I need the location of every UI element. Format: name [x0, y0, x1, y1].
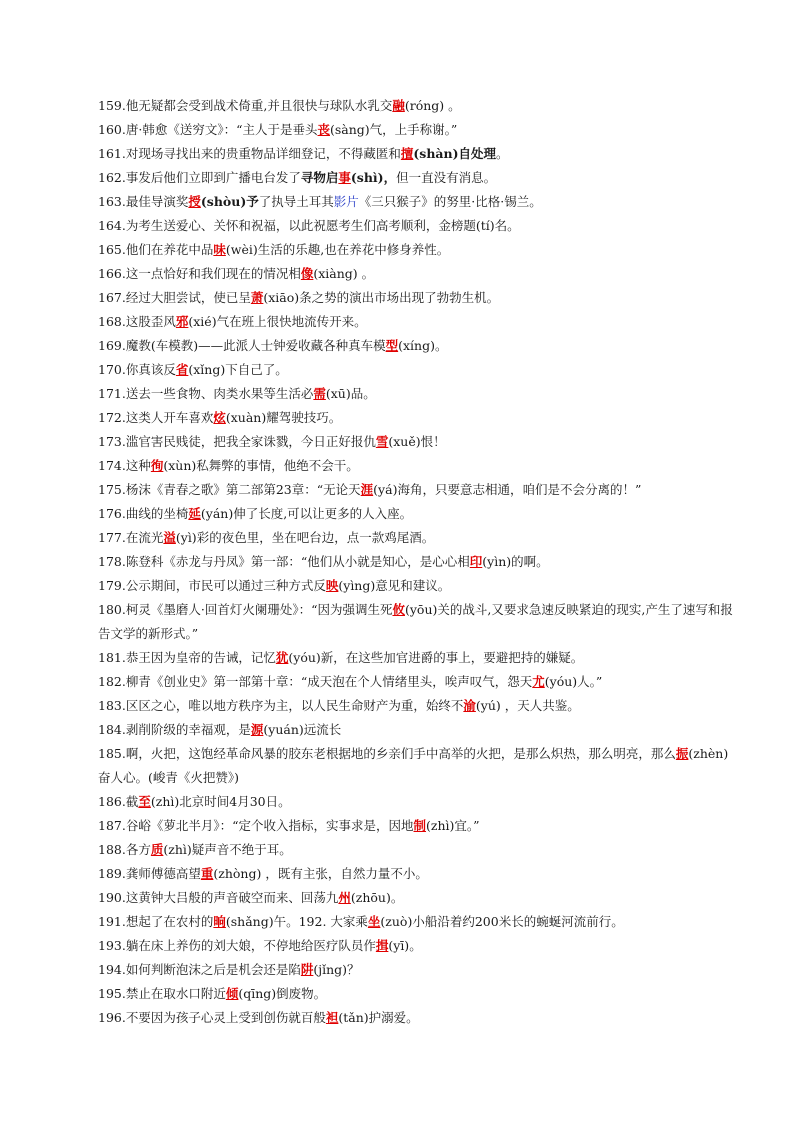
- entry-line: [98, 262, 738, 286]
- entry-text: (shǎng)午。192. 大家乘: [225, 914, 368, 929]
- entry-text: 剥削阶级的幸福观，是: [125, 722, 251, 737]
- highlight-char: 型: [385, 338, 399, 353]
- document-page: [98, 94, 738, 1030]
- entry-line: [98, 190, 738, 214]
- highlight-char: 像: [300, 266, 314, 281]
- entry-number: 170.: [98, 362, 126, 377]
- entry-number: 185.: [98, 746, 126, 761]
- entry-text: 最佳导演奖: [125, 194, 189, 209]
- entry-number: 178.: [98, 554, 126, 569]
- entry-line: [98, 526, 738, 550]
- entry-line: [98, 886, 738, 910]
- entry-text: (yì)彩的夜色里，坐在吧台边，点一款鸡尾酒。: [175, 530, 435, 545]
- highlight-char: 事: [338, 170, 351, 185]
- entry-line: [98, 598, 738, 646]
- entry-text: 唐·韩愈《送穷文》：“主人于是垂头: [125, 122, 318, 137]
- entry-text: 他无疑都会受到战术倚重,并且很快与球队水乳交: [125, 98, 393, 113]
- entry-text: 这种: [125, 458, 151, 473]
- entry-number: 164.: [98, 218, 126, 233]
- entry-number: 196.: [98, 1010, 126, 1025]
- entry-number: 179.: [98, 578, 126, 593]
- entry-text: (zhèn)奋人心。(峻青《火把赞》): [98, 746, 729, 785]
- entry-line: [98, 958, 738, 982]
- entry-text: (zhì)疑声音不绝于耳。: [163, 842, 292, 857]
- entry-line: [98, 838, 738, 862]
- entry-line: [98, 166, 738, 190]
- entry-line: [98, 646, 738, 670]
- entry-number: 169.: [98, 338, 126, 353]
- entry-line: [98, 430, 738, 454]
- entry-number: 183.: [98, 698, 126, 713]
- entry-text: 杨沫《青春之歌》第二部第23章：“无论天: [125, 482, 361, 497]
- entry-link: 影片: [333, 194, 359, 209]
- entry-number: 161.: [98, 146, 126, 161]
- entry-line: [98, 310, 738, 334]
- entry-number: 172.: [98, 410, 126, 425]
- entry-text: (sàng)气，上手称谢。”: [329, 122, 458, 137]
- entry-number: 173.: [98, 434, 126, 449]
- highlight-char: 雪: [375, 434, 389, 449]
- entry-text: (xū)品。: [325, 386, 376, 401]
- entry-text: (xuàn)耀驾驶技巧。: [225, 410, 342, 425]
- entry-text: 送去一些食物、肉类水果等生活必: [125, 386, 314, 401]
- entry-text: (yìn)的啊。: [482, 554, 549, 569]
- entry-text: (xǐng)下自己了。: [188, 362, 288, 377]
- entry-text: (tǎn)护溺爱。: [338, 1010, 419, 1025]
- entry-line: [98, 454, 738, 478]
- entry-text: 事发后他们立即到广播电台发了: [125, 170, 301, 185]
- entry-line: [98, 118, 738, 142]
- entry-line: [98, 862, 738, 886]
- entry-text: (yú) ，天人共鉴。: [475, 698, 580, 713]
- entry-number: 177.: [98, 530, 126, 545]
- highlight-char: 攸: [392, 602, 405, 617]
- entry-text: 恭王因为皇帝的告诫，记忆: [125, 650, 276, 665]
- entry-text: 不要因为孩子心灵上受到创伤就百般: [125, 1010, 326, 1025]
- entry-text: 在流光: [125, 530, 164, 545]
- entry-text: (wèi)生活的乐趣,也在养花中修身养性。: [225, 242, 450, 257]
- entry-number: 163.: [98, 194, 126, 209]
- entry-text: (zhōu)。: [350, 890, 404, 905]
- highlight-char: 倾: [225, 986, 239, 1001]
- highlight-char: 擅: [400, 146, 414, 161]
- entry-number: 180.: [98, 602, 126, 617]
- entry-number: 191.: [98, 914, 126, 929]
- entry-line: [98, 550, 738, 574]
- entry-line: [98, 934, 738, 958]
- entry-text: (zuò)小船沿着约200米长的蜿蜒河流前行。: [380, 914, 624, 929]
- entry-line: [98, 718, 738, 742]
- highlight-char: 涯: [360, 482, 374, 497]
- entry-text: (yōu)关的战斗,又要求急速反映紧迫的现实,产生了速写和报告文学的新形式。”: [98, 602, 733, 641]
- entry-line: [98, 286, 738, 310]
- entry-text: 对现场寻找出来的贵重物品详细登记，不得藏匿和: [125, 146, 401, 161]
- entry-line: [98, 1006, 738, 1030]
- highlight-char: 炫: [213, 410, 226, 425]
- highlight-char: 质: [150, 842, 164, 857]
- entry-number: 162.: [98, 170, 126, 185]
- entry-text: 龚师傅德高望: [125, 866, 201, 881]
- entry-text: (yóu)人。”: [544, 674, 603, 689]
- entry-text: 想起了在农村的: [125, 914, 214, 929]
- entry-number: 165.: [98, 242, 126, 257]
- highlight-char: 源: [250, 722, 264, 737]
- entry-line: [98, 238, 738, 262]
- entry-number: 159.: [98, 98, 126, 113]
- entry-number: 182.: [98, 674, 126, 689]
- entry-text: (qīng)倒废物。: [238, 986, 327, 1001]
- entry-bold-text: 寻物启: [300, 170, 339, 185]
- entry-text: (yán)伸了长度,可以让更多的人入座。: [200, 506, 413, 521]
- entry-text: 这类人开车喜欢: [125, 410, 214, 425]
- entry-number: 166.: [98, 266, 126, 281]
- entry-line: [98, 574, 738, 598]
- highlight-char: 袒: [325, 1010, 339, 1025]
- entry-text: 公示期间，市民可以通过三种方式反: [125, 578, 326, 593]
- entry-number: 184.: [98, 722, 126, 737]
- highlight-char: 坐: [367, 914, 381, 929]
- entry-bold-text: (shòu)予: [200, 194, 259, 209]
- entry-text: (zhòng) ，既有主张，自然力量不小。: [213, 866, 428, 881]
- highlight-char: 融: [392, 98, 405, 113]
- highlight-char: 尤: [532, 674, 545, 689]
- entry-line: [98, 478, 738, 502]
- highlight-char: 延: [188, 506, 201, 521]
- entry-text: (xuě)恨！: [388, 434, 446, 449]
- entry-number: 186.: [98, 794, 126, 809]
- entry-line: [98, 94, 738, 118]
- entry-text: 你真该反: [125, 362, 176, 377]
- entry-line: [98, 982, 738, 1006]
- entry-text: 。: [496, 146, 509, 161]
- highlight-char: 重: [200, 866, 214, 881]
- highlight-char: 邪: [175, 314, 189, 329]
- entry-text: 经过大胆尝试，使已呈: [125, 290, 251, 305]
- highlight-char: 萧: [250, 290, 264, 305]
- entry-text: 啊，火把，这饱经革命风暴的胶东老根据地的乡亲们手中高举的火把，是那么炽热，那么明亮，那么: [125, 746, 676, 761]
- highlight-char: 制: [413, 818, 427, 833]
- entry-text: (zhì)北京时间4月30日。: [150, 794, 291, 809]
- entry-line: [98, 334, 738, 358]
- entry-text: (yá)海角，只要意志相通，咱们是不会分离的！”: [373, 482, 642, 497]
- entry-number: 190.: [98, 890, 126, 905]
- entry-text: 了执导土耳其: [258, 194, 334, 209]
- entry-line: [98, 214, 738, 238]
- entry-line: [98, 406, 738, 430]
- entry-text: 躺在床上养伤的刘大娘，不停地给医疗队员作: [125, 938, 376, 953]
- entry-number: 195.: [98, 986, 126, 1001]
- entry-line: [98, 694, 738, 718]
- entry-number: 167.: [98, 290, 126, 305]
- highlight-char: 省: [175, 362, 189, 377]
- entry-number: 187.: [98, 818, 126, 833]
- entry-text: 如何判断泡沫之后是机会还是陷: [125, 962, 301, 977]
- highlight-char: 徇: [150, 458, 164, 473]
- entry-number: 181.: [98, 650, 126, 665]
- entry-text: (xiàng) 。: [313, 266, 375, 281]
- highlight-char: 味: [213, 242, 226, 257]
- entry-number: 189.: [98, 866, 126, 881]
- entry-text: 各方: [125, 842, 151, 857]
- entry-number: 168.: [98, 314, 126, 329]
- entry-number: 193.: [98, 938, 126, 953]
- entry-text: (yìng)意见和建议。: [338, 578, 451, 593]
- entry-line: [98, 910, 738, 934]
- entry-text: (zhì)宜。”: [426, 818, 480, 833]
- entry-number: 160.: [98, 122, 126, 137]
- entry-text: 陈登科《赤龙与丹凤》第一部：“他们从小就是知心，是心心相: [125, 554, 470, 569]
- entry-text: 滥官害民贱徒，把我全家诛戮，今日正好报仇: [125, 434, 376, 449]
- highlight-char: 晌: [213, 914, 226, 929]
- highlight-char: 印: [469, 554, 483, 569]
- highlight-char: 揖: [375, 938, 389, 953]
- highlight-char: 丧: [317, 122, 330, 137]
- entry-line: [98, 790, 738, 814]
- entry-bold-text: (shì)，: [350, 170, 397, 185]
- highlight-char: 映: [325, 578, 339, 593]
- entry-text: 柳青《创业史》第一部第十章：“成天泡在个人情绪里头，唉声叹气，怨天: [125, 674, 533, 689]
- entry-text: (yī)。: [388, 938, 422, 953]
- entry-bold-text: (shàn)自处理: [413, 146, 497, 161]
- entry-text: 禁止在取水口附近: [125, 986, 226, 1001]
- highlight-char: 需: [313, 386, 326, 401]
- entry-text: 曲线的坐椅: [125, 506, 189, 521]
- entry-text: 《三只猴子》的努里·比格·锡兰。: [358, 194, 542, 209]
- highlight-char: 至: [138, 794, 151, 809]
- entry-text: 他们在养花中品: [125, 242, 214, 257]
- entry-text: 区区之心，唯以地方秩序为主，以人民生命财产为重，始终不: [125, 698, 464, 713]
- highlight-char: 溢: [163, 530, 176, 545]
- entry-line: [98, 142, 738, 166]
- entry-text: (xùn)私舞弊的事情，他绝不会干。: [163, 458, 359, 473]
- entry-text: (jǐng)？: [313, 962, 360, 977]
- highlight-char: 阱: [300, 962, 314, 977]
- highlight-char: 振: [675, 746, 689, 761]
- entry-text: (yuán)远流长: [263, 722, 342, 737]
- entry-text: (róng) 。: [404, 98, 461, 113]
- entry-text: 为考生送爱心、关怀和祝福，以此祝愿考生们高考顺利，金榜题(tí)名。: [125, 218, 520, 233]
- entry-number: 174.: [98, 458, 126, 473]
- entry-number: 176.: [98, 506, 126, 521]
- entry-text: 谷峪《萝北半月》：“定个收入指标，实事求是，因地: [125, 818, 414, 833]
- entry-text: 这股歪风: [125, 314, 176, 329]
- highlight-char: 州: [338, 890, 351, 905]
- entry-text: 柯灵《墨磨人·回首灯火阑珊处》：“因为强调生死: [125, 602, 393, 617]
- entry-text: (xiāo)条之势的演出市场出现了勃勃生机。: [263, 290, 500, 305]
- entry-line: [98, 358, 738, 382]
- highlight-char: 授: [188, 194, 201, 209]
- entry-text: (xié)气在班上很快地流传开来。: [188, 314, 367, 329]
- entry-number: 171.: [98, 386, 126, 401]
- highlight-char: 渝: [463, 698, 476, 713]
- entry-text: (xíng)。: [398, 338, 448, 353]
- entry-number: 175.: [98, 482, 126, 497]
- entry-line: [98, 502, 738, 526]
- entry-text: 截: [125, 794, 139, 809]
- entry-text: 但一直没有消息。: [396, 170, 497, 185]
- entry-text: 这黄钟大吕般的声音破空而来、回荡九: [125, 890, 339, 905]
- entry-line: [98, 382, 738, 406]
- entry-line: [98, 742, 738, 790]
- entry-text: 这一点恰好和我们现在的情况相: [125, 266, 301, 281]
- highlight-char: 犹: [275, 650, 289, 665]
- entry-number: 194.: [98, 962, 126, 977]
- entry-text: (yóu)新，在这些加官进爵的事上，要避把持的嫌疑。: [288, 650, 584, 665]
- entry-line: [98, 814, 738, 838]
- entry-text: 魔教(车模教)——此派人士钟爱收藏各种真车模: [125, 338, 386, 353]
- entry-line: [98, 670, 738, 694]
- entry-number: 188.: [98, 842, 126, 857]
